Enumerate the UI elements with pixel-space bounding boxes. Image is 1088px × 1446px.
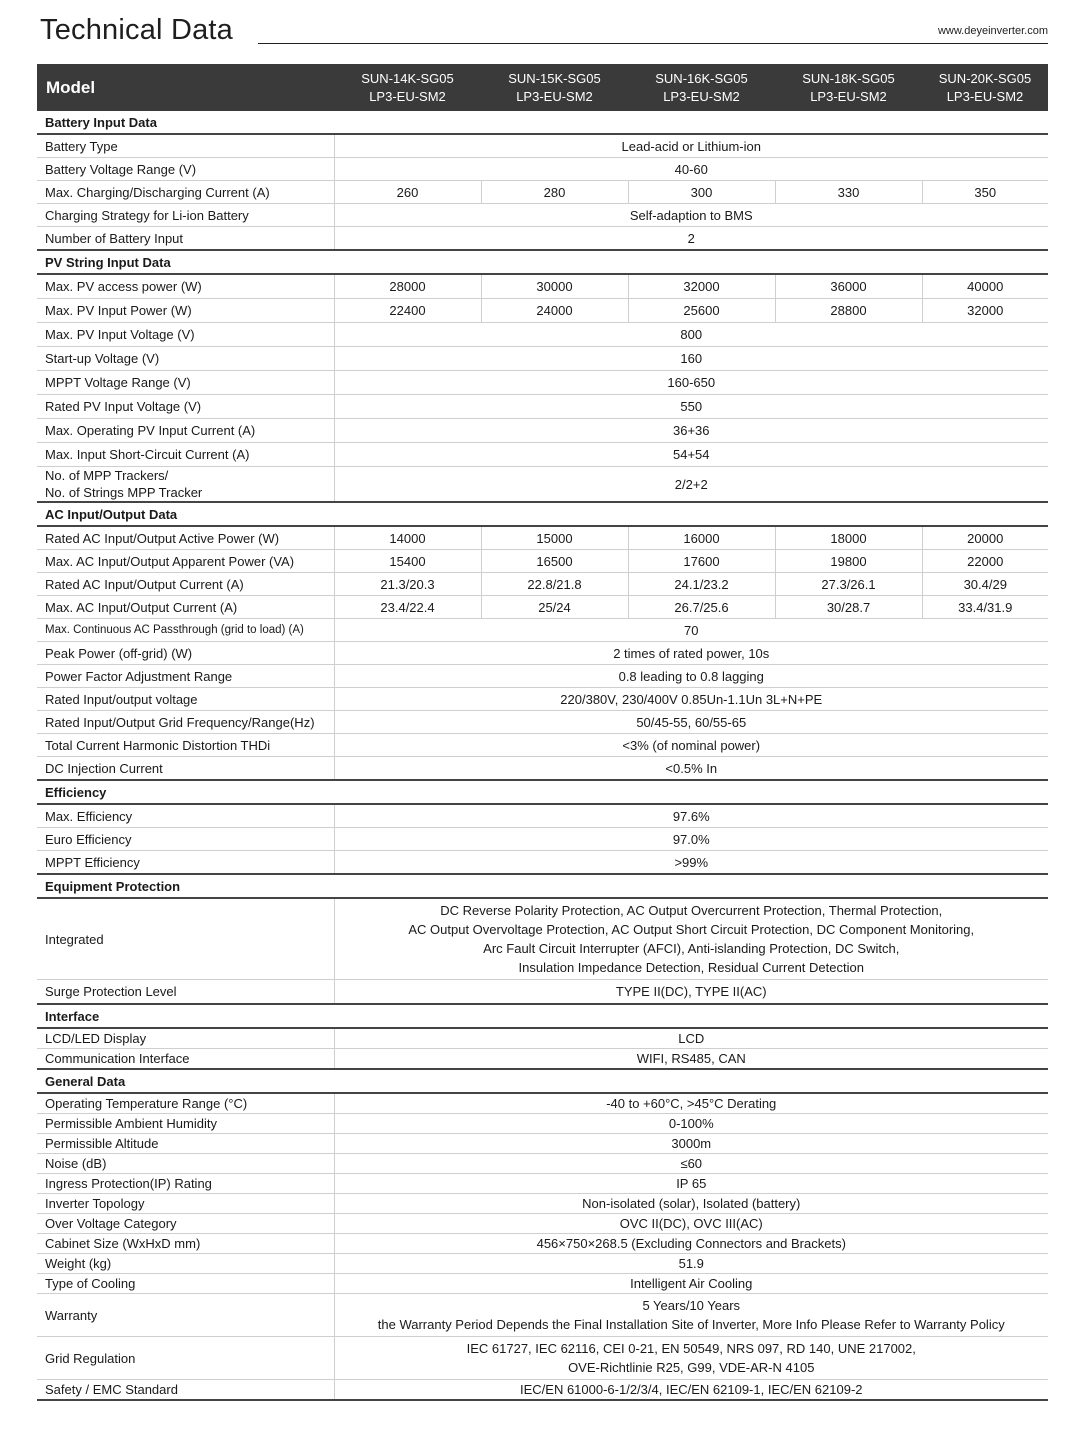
spec-value: <0.5% In bbox=[334, 757, 1048, 781]
spec-row bbox=[37, 227, 1048, 251]
spec-value-line: OVE-Richtlinie R25, G99, VDE-AR-N 4105 bbox=[568, 1360, 815, 1375]
spec-label: Charging Strategy for Li-ion Battery bbox=[37, 204, 334, 227]
spec-row bbox=[37, 1380, 1048, 1401]
spec-row bbox=[37, 550, 1048, 573]
section-title: Battery Input Data bbox=[37, 111, 1048, 134]
spec-value: LCD bbox=[334, 1028, 1048, 1049]
spec-value-line: 5 Years/10 Years bbox=[642, 1298, 741, 1313]
spec-label: Surge Protection Level bbox=[37, 980, 334, 1005]
spec-label: Safety / EMC Standard bbox=[37, 1380, 334, 1401]
spec-row bbox=[37, 757, 1048, 781]
spec-value: 24000 bbox=[481, 299, 628, 323]
spec-label: Max. PV Input Power (W) bbox=[37, 299, 334, 323]
model-label: Model bbox=[37, 64, 334, 111]
spec-label: Warranty bbox=[37, 1294, 334, 1337]
spec-value-line: AC Output Overvoltage Protection, AC Output Short Circuit Protection, DC Component Monitoring, bbox=[408, 922, 975, 937]
spec-row bbox=[37, 526, 1048, 550]
spec-value: 25600 bbox=[628, 299, 775, 323]
spec-label: Rated AC Input/Output Current (A) bbox=[37, 573, 334, 596]
spec-value: 26.7/25.6 bbox=[628, 596, 775, 619]
section-title: Efficiency bbox=[37, 780, 1048, 804]
spec-label-line: No. of MPP Trackers/ bbox=[45, 468, 169, 483]
spec-row bbox=[37, 1174, 1048, 1194]
spec-value: 800 bbox=[334, 323, 1048, 347]
section-title: PV String Input Data bbox=[37, 250, 1048, 274]
model-column-header: SUN-14K-SG05 LP3-EU-SM2 bbox=[334, 64, 481, 111]
spec-value: 17600 bbox=[628, 550, 775, 573]
spec-label: Integrated bbox=[37, 898, 334, 980]
spec-value: 260 bbox=[334, 181, 481, 204]
spec-value: 280 bbox=[481, 181, 628, 204]
section-header-row bbox=[37, 111, 1048, 134]
spec-value: 23.4/22.4 bbox=[334, 596, 481, 619]
spec-value: 32000 bbox=[628, 274, 775, 299]
spec-label: Type of Cooling bbox=[37, 1274, 334, 1294]
spec-row bbox=[37, 851, 1048, 875]
spec-value: 2 times of rated power, 10s bbox=[334, 642, 1048, 665]
spec-label: Number of Battery Input bbox=[37, 227, 334, 251]
spec-row bbox=[37, 1093, 1048, 1114]
spec-label: Max. PV access power (W) bbox=[37, 274, 334, 299]
spec-value: 50/45-55, 60/55-65 bbox=[334, 711, 1048, 734]
section-header-row bbox=[37, 1069, 1048, 1093]
technical-data-table bbox=[37, 64, 1048, 1401]
spec-value: 19800 bbox=[775, 550, 922, 573]
spec-value: 16500 bbox=[481, 550, 628, 573]
spec-value: 350 bbox=[922, 181, 1048, 204]
spec-label: Weight (kg) bbox=[37, 1254, 334, 1274]
spec-label: Total Current Harmonic Distortion THDi bbox=[37, 734, 334, 757]
spec-label: Communication Interface bbox=[37, 1049, 334, 1070]
spec-value: WIFI, RS485, CAN bbox=[334, 1049, 1048, 1070]
section-header-row bbox=[37, 502, 1048, 526]
spec-row bbox=[37, 395, 1048, 419]
website-url: www.deyeinverter.com bbox=[937, 25, 1048, 37]
spec-value: -40 to +60°C, >45°C Derating bbox=[334, 1093, 1048, 1114]
spec-value: 21.3/20.3 bbox=[334, 573, 481, 596]
spec-label: Grid Regulation bbox=[37, 1337, 334, 1380]
spec-value bbox=[334, 1337, 1048, 1380]
model-column-header: SUN-16K-SG05 LP3-EU-SM2 bbox=[628, 64, 775, 111]
spec-value: 36000 bbox=[775, 274, 922, 299]
spec-row bbox=[37, 371, 1048, 395]
spec-value-line: Arc Fault Circuit Interrupter (AFCI), Anti-islanding Protection, DC Switch, bbox=[483, 941, 900, 956]
spec-label: Power Factor Adjustment Range bbox=[37, 665, 334, 688]
spec-value: 32000 bbox=[922, 299, 1048, 323]
spec-row bbox=[37, 688, 1048, 711]
section-title: AC Input/Output Data bbox=[37, 502, 1048, 526]
spec-label: LCD/LED Display bbox=[37, 1028, 334, 1049]
spec-label bbox=[37, 467, 334, 503]
spec-label: Peak Power (off-grid) (W) bbox=[37, 642, 334, 665]
spec-table-body bbox=[37, 111, 1048, 1400]
spec-value: 70 bbox=[334, 619, 1048, 642]
spec-row bbox=[37, 1194, 1048, 1214]
spec-label: Max. Charging/Discharging Current (A) bbox=[37, 181, 334, 204]
spec-row bbox=[37, 299, 1048, 323]
spec-row bbox=[37, 1214, 1048, 1234]
spec-row bbox=[37, 181, 1048, 204]
spec-value-line: the Warranty Period Depends the Final Installation Site of Inverter, More Info Please Refer to Warranty Policy bbox=[377, 1317, 1005, 1332]
page-title: Technical Data bbox=[40, 14, 234, 46]
spec-value: 15400 bbox=[334, 550, 481, 573]
spec-label: Permissible Altitude bbox=[37, 1134, 334, 1154]
section-title: General Data bbox=[37, 1069, 1048, 1093]
spec-row bbox=[37, 1114, 1048, 1134]
spec-row bbox=[37, 642, 1048, 665]
spec-label: Operating Temperature Range (°C) bbox=[37, 1093, 334, 1114]
spec-value: 550 bbox=[334, 395, 1048, 419]
spec-value: 27.3/26.1 bbox=[775, 573, 922, 596]
spec-label: Permissible Ambient Humidity bbox=[37, 1114, 334, 1134]
spec-value: 16000 bbox=[628, 526, 775, 550]
spec-label: DC Injection Current bbox=[37, 757, 334, 781]
spec-label: Euro Efficiency bbox=[37, 828, 334, 851]
spec-value: 22400 bbox=[334, 299, 481, 323]
spec-value: 30/28.7 bbox=[775, 596, 922, 619]
spec-value: 15000 bbox=[481, 526, 628, 550]
spec-value: IEC/EN 61000-6-1/2/3/4, IEC/EN 62109-1, IEC/EN 62109-2 bbox=[334, 1380, 1048, 1401]
spec-row bbox=[37, 1028, 1048, 1049]
spec-row bbox=[37, 134, 1048, 158]
spec-label: Over Voltage Category bbox=[37, 1214, 334, 1234]
spec-label: Max. Operating PV Input Current (A) bbox=[37, 419, 334, 443]
spec-value: 3000m bbox=[334, 1134, 1048, 1154]
spec-label: MPPT Efficiency bbox=[37, 851, 334, 875]
spec-value: 97.0% bbox=[334, 828, 1048, 851]
spec-value: 300 bbox=[628, 181, 775, 204]
spec-value: 0-100% bbox=[334, 1114, 1048, 1134]
section-title: Equipment Protection bbox=[37, 874, 1048, 898]
spec-value: >99% bbox=[334, 851, 1048, 875]
spec-value: 28000 bbox=[334, 274, 481, 299]
spec-value: 28800 bbox=[775, 299, 922, 323]
section-header-row bbox=[37, 250, 1048, 274]
spec-value: 30000 bbox=[481, 274, 628, 299]
spec-row bbox=[37, 804, 1048, 828]
section-header-row bbox=[37, 874, 1048, 898]
spec-value: IP 65 bbox=[334, 1174, 1048, 1194]
spec-label: Rated Input/output voltage bbox=[37, 688, 334, 711]
spec-value: Lead-acid or Lithium-ion bbox=[334, 134, 1048, 158]
spec-row bbox=[37, 573, 1048, 596]
spec-label: Rated PV Input Voltage (V) bbox=[37, 395, 334, 419]
spec-row bbox=[37, 467, 1048, 503]
spec-row bbox=[37, 711, 1048, 734]
model-column-header: SUN-18K-SG05 LP3-EU-SM2 bbox=[775, 64, 922, 111]
spec-label: Rated AC Input/Output Active Power (W) bbox=[37, 526, 334, 550]
spec-value: Self-adaption to BMS bbox=[334, 204, 1048, 227]
spec-row bbox=[37, 898, 1048, 980]
spec-value: 54+54 bbox=[334, 443, 1048, 467]
spec-row bbox=[37, 419, 1048, 443]
title-rule bbox=[258, 43, 1048, 44]
spec-label-line: No. of Strings MPP Tracker bbox=[45, 485, 203, 500]
spec-row bbox=[37, 1294, 1048, 1337]
spec-row bbox=[37, 596, 1048, 619]
spec-label: Cabinet Size (WxHxD mm) bbox=[37, 1234, 334, 1254]
spec-value: 456×750×268.5 (Excluding Connectors and Brackets) bbox=[334, 1234, 1048, 1254]
spec-value: 0.8 leading to 0.8 lagging bbox=[334, 665, 1048, 688]
spec-value: Intelligent Air Cooling bbox=[334, 1274, 1048, 1294]
spec-value: 20000 bbox=[922, 526, 1048, 550]
section-header-row bbox=[37, 780, 1048, 804]
spec-value bbox=[334, 1294, 1048, 1337]
spec-value bbox=[334, 898, 1048, 980]
spec-label: Max. AC Input/Output Current (A) bbox=[37, 596, 334, 619]
spec-row bbox=[37, 158, 1048, 181]
spec-row bbox=[37, 443, 1048, 467]
spec-label: Inverter Topology bbox=[37, 1194, 334, 1214]
spec-label: Start-up Voltage (V) bbox=[37, 347, 334, 371]
spec-row bbox=[37, 980, 1048, 1005]
spec-label: MPPT Voltage Range (V) bbox=[37, 371, 334, 395]
spec-value: OVC II(DC), OVC III(AC) bbox=[334, 1214, 1048, 1234]
spec-value: 18000 bbox=[775, 526, 922, 550]
section-title: Interface bbox=[37, 1004, 1048, 1028]
spec-value: ≤60 bbox=[334, 1154, 1048, 1174]
spec-row bbox=[37, 1337, 1048, 1380]
spec-value: 36+36 bbox=[334, 419, 1048, 443]
spec-value: 24.1/23.2 bbox=[628, 573, 775, 596]
spec-value: 25/24 bbox=[481, 596, 628, 619]
spec-row bbox=[37, 734, 1048, 757]
spec-value: 40-60 bbox=[334, 158, 1048, 181]
spec-row bbox=[37, 828, 1048, 851]
spec-label: Battery Voltage Range (V) bbox=[37, 158, 334, 181]
spec-label: Ingress Protection(IP) Rating bbox=[37, 1174, 334, 1194]
spec-value: TYPE II(DC), TYPE II(AC) bbox=[334, 980, 1048, 1005]
spec-value: 220/380V, 230/400V 0.85Un-1.1Un 3L+N+PE bbox=[334, 688, 1048, 711]
spec-label: Max. AC Input/Output Apparent Power (VA) bbox=[37, 550, 334, 573]
spec-value: 2/2+2 bbox=[334, 467, 1048, 503]
spec-row bbox=[37, 619, 1048, 642]
spec-value: 2 bbox=[334, 227, 1048, 251]
spec-value: 22.8/21.8 bbox=[481, 573, 628, 596]
model-column-header: SUN-15K-SG05 LP3-EU-SM2 bbox=[481, 64, 628, 111]
spec-row bbox=[37, 274, 1048, 299]
spec-label: Max. Efficiency bbox=[37, 804, 334, 828]
spec-row bbox=[37, 1049, 1048, 1070]
spec-value: 22000 bbox=[922, 550, 1048, 573]
spec-row bbox=[37, 323, 1048, 347]
spec-value: <3% (of nominal power) bbox=[334, 734, 1048, 757]
spec-row bbox=[37, 1154, 1048, 1174]
model-header-row bbox=[37, 64, 1048, 111]
model-column-header: SUN-20K-SG05 LP3-EU-SM2 bbox=[922, 64, 1048, 111]
spec-value: Non-isolated (solar), Isolated (battery) bbox=[334, 1194, 1048, 1214]
spec-label: Rated Input/Output Grid Frequency/Range(Hz) bbox=[37, 711, 334, 734]
spec-label: Noise (dB) bbox=[37, 1154, 334, 1174]
spec-value: 330 bbox=[775, 181, 922, 204]
spec-value-line: Insulation Impedance Detection, Residual Current Detection bbox=[518, 960, 864, 975]
spec-row bbox=[37, 1274, 1048, 1294]
spec-label: Max. Continuous AC Passthrough (grid to load) (A) bbox=[37, 619, 334, 642]
spec-value: 40000 bbox=[922, 274, 1048, 299]
spec-value: 160-650 bbox=[334, 371, 1048, 395]
spec-value: 33.4/31.9 bbox=[922, 596, 1048, 619]
spec-row bbox=[37, 1134, 1048, 1154]
spec-value-line: IEC 61727, IEC 62116, CEI 0-21, EN 50549, NRS 097, RD 140, UNE 217002, bbox=[466, 1341, 916, 1356]
spec-label: Battery Type bbox=[37, 134, 334, 158]
spec-row bbox=[37, 347, 1048, 371]
spec-row bbox=[37, 204, 1048, 227]
spec-label: Max. PV Input Voltage (V) bbox=[37, 323, 334, 347]
spec-row bbox=[37, 1234, 1048, 1254]
spec-value-line: DC Reverse Polarity Protection, AC Output Overcurrent Protection, Thermal Protection, bbox=[440, 903, 943, 918]
spec-label: Max. Input Short-Circuit Current (A) bbox=[37, 443, 334, 467]
spec-row bbox=[37, 665, 1048, 688]
spec-value: 97.6% bbox=[334, 804, 1048, 828]
spec-value: 30.4/29 bbox=[922, 573, 1048, 596]
spec-value: 51.9 bbox=[334, 1254, 1048, 1274]
spec-value: 160 bbox=[334, 347, 1048, 371]
spec-row bbox=[37, 1254, 1048, 1274]
section-header-row bbox=[37, 1004, 1048, 1028]
spec-value: 14000 bbox=[334, 526, 481, 550]
